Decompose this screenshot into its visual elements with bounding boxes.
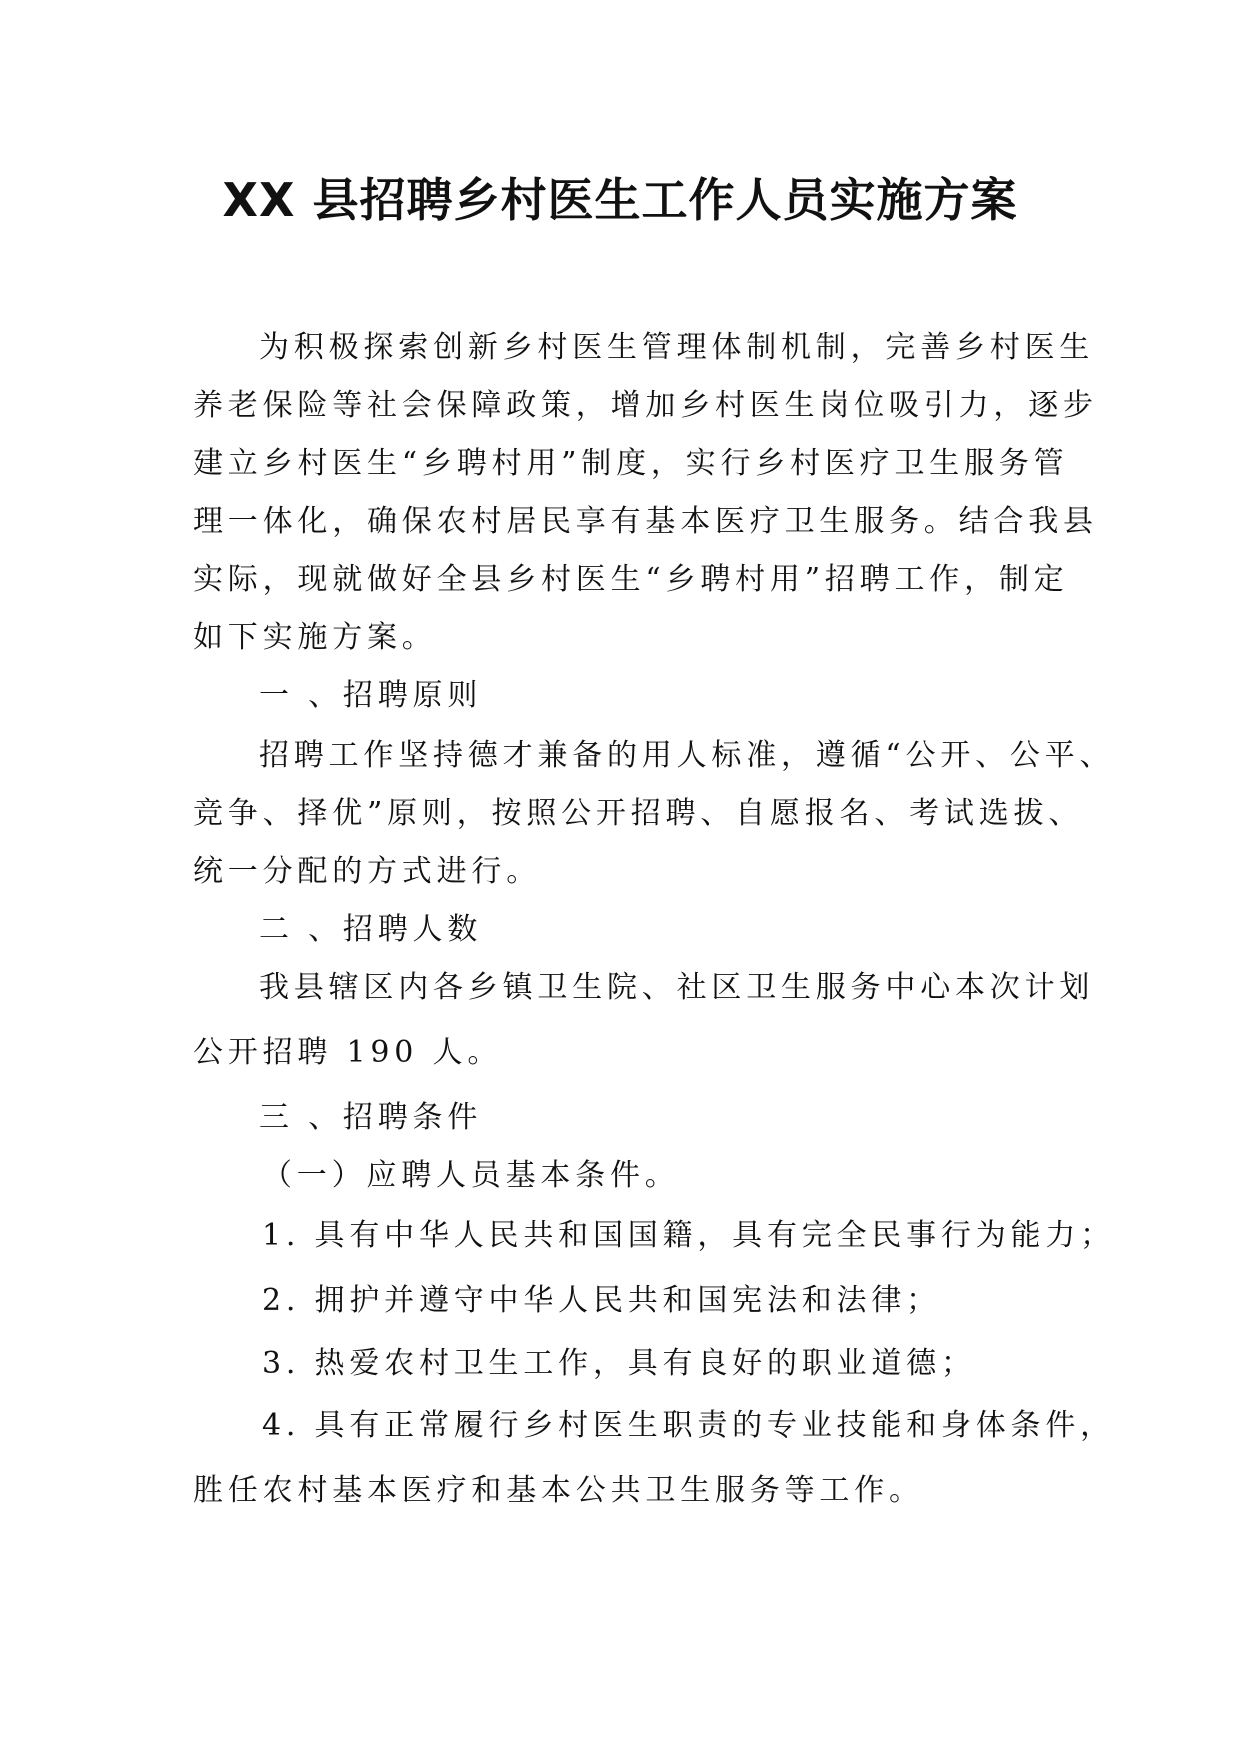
document-title: XX 县招聘乡村医生工作人员实施方案 — [222, 173, 1018, 227]
section-1-line-2: 竞争、择优”原则，按照公开招聘、自愿报名、考试选拔、 — [193, 796, 1084, 831]
condition-item-1: 1. 具有中华人民共和国国籍，具有完全民事行为能力； — [262, 1218, 1115, 1253]
section-1-line-1: 招聘工作坚持德才兼备的用人标准，遵循“公开、公平、 — [259, 738, 1115, 773]
intro-line-5: 实际，现就做好全县乡村医生“乡聘村用”招聘工作，制定 — [193, 562, 1069, 597]
intro-line-4: 理一体化，确保农村居民享有基本医疗卫生服务。结合我县 — [193, 504, 1098, 539]
condition-item-4-line-1: 4. 具有正常履行乡村医生职责的专业技能和身体条件， — [262, 1408, 1115, 1443]
intro-line-2: 养老保险等社会保障政策，增加乡村医生岗位吸引力，逐步 — [193, 388, 1098, 423]
section-2-line-1: 我县辖区内各乡镇卫生院、社区卫生服务中心本次计划 — [259, 970, 1095, 1005]
condition-item-2: 2. 拥护并遵守中华人民共和国宪法和法律； — [262, 1283, 941, 1318]
section-2-heading: 二 、招聘人数 — [259, 912, 483, 947]
section-3-heading: 三 、招聘条件 — [259, 1100, 483, 1135]
intro-line-6: 如下实施方案。 — [193, 620, 437, 655]
intro-line-1: 为积极探索创新乡村医生管理体制机制，完善乡村医生 — [259, 330, 1095, 365]
section-2-line-2: 公开招聘 190 人。 — [193, 1035, 503, 1070]
intro-line-3: 建立乡村医生“乡聘村用”制度，实行乡村医疗卫生服务管 — [193, 446, 1069, 481]
section-1-line-3: 统一分配的方式进行。 — [193, 854, 541, 889]
section-3-subheading: （一）应聘人员基本条件。 — [262, 1158, 680, 1193]
section-1-heading: 一 、招聘原则 — [259, 678, 483, 713]
condition-item-3: 3. 热爱农村卫生工作，具有良好的职业道德； — [262, 1346, 976, 1381]
condition-item-4-line-2: 胜任农村基本医疗和基本公共卫生服务等工作。 — [193, 1473, 924, 1508]
